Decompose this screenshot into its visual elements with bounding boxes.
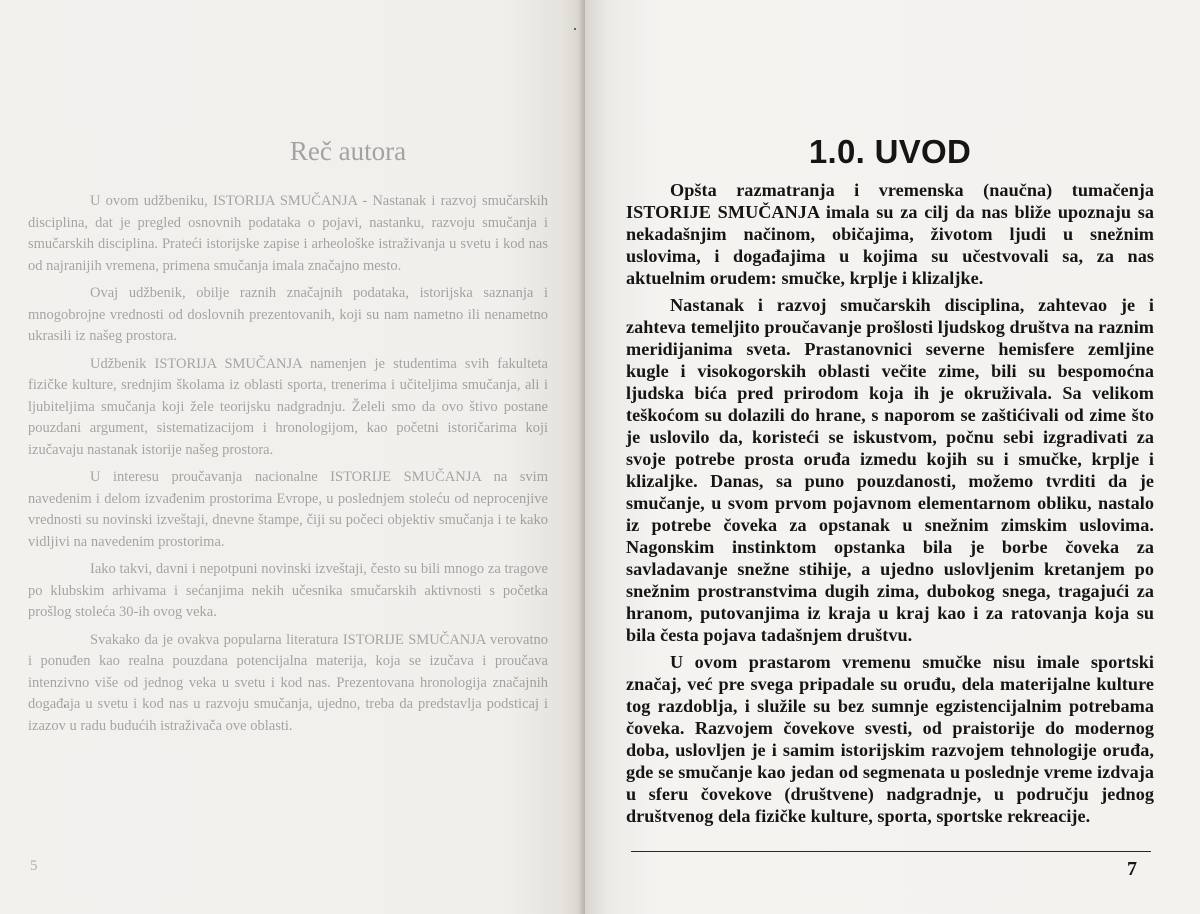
left-page-paragraph: Ovaj udžbenik, obilje raznih značajnih podataka, istorijska saznanja i mnogobrojne vrednosti od doslovnih prezentovanih, koji su nam nametno ili nenametno ukrasili iz našeg prostora.	[28, 285, 548, 344]
footer-rule	[631, 851, 1151, 852]
right-page-number: 7	[1127, 858, 1137, 880]
left-page-heading: Reč autora	[289, 136, 407, 166]
left-page	[0, 0, 585, 914]
chapter-paragraph: U ovom prastarom vremenu smučke nisu imale sportski značaj, već pre svega pripadale su oruđu, dela materijalne kulture tog razdoblja, i služile su bez sumnje egzistencijalnim potrebama čoveka. Razvojem čovekove svesti, od praistorije do modernog doba, uslovljen je i samim istorijskim razvojem tehnologije oruđa, gde se smučanje kao jedan od segmenata u poslednje vreme izdvaja u sferu čovekove (društvene) nadgradnje, u području jednog društvenog dela fizičke kulture, sporta, sportske rekreacije.	[626, 652, 1154, 826]
right-page-content	[626, 133, 1154, 832]
chapter-title: 1.0. UVOD	[808, 133, 972, 170]
scan-mark	[574, 28, 576, 30]
left-page-paragraph: Iako takvi, davni i nepotpuni novinski izveštaji, često su bili mnogo za tragove po klubskim arhivama i sećanjima nekih učesnika smučarskih aktivnosti s početka prošlog stoleća 30-ih ovog veka.	[28, 561, 548, 620]
left-page-paragraph: U interesu proučavanja nacionalne ISTORIJE SMUČANJA na svim navedenim i delom izvađenim prostorima Evrope, u poslednjem stoleću od neprocenjive vrednosti su novinski izveštaji, dnevne štampe, čiji su počeci objektiv smučanja i te kako vidljivi na navedenim prostorima.	[28, 469, 548, 550]
left-page-number: 5	[30, 858, 38, 874]
scan-mark	[64, 705, 66, 707]
chapter-paragraph: Opšta razmatranja i vremenska (naučna) tumačenja ISTORIJE SMUČANJA imala su za cilj da nas bliže upoznaju sa nekadašnjim načinom, običajima, životom ljudi u snežnim uslovima, i događajima u kojima su učestvovali sa, za nas aktuelnim orudem: smučke, krplje i klizaljke.	[626, 180, 1154, 288]
left-page-paragraph: Svakako da je ovakva popularna literatura ISTORIJE SMUČANJA verovatno i ponuđen kao realna pouzdana potencijalna materija, koja se izučava i proučava intenzivno više od jednog veka u svetu i kod nas. Prezentovana hronologija značajnih događaja u svetu i kod nas u razvoju smučanja, ujedno, treba da predstavlja podsticaj i izazov u radu budućih istraživača ove oblasti.	[28, 631, 548, 734]
left-page-paragraph: Udžbenik ISTORIJA SMUČANJA namenjen je studentima svih fakulteta fizičke kulture, srednjim školama iz oblasti sporta, trenerima i učiteljima smučanja, ali i ljubiteljima smučanja koji žele teorijsku nadgradnju. Želeli smo da ovo štivo postane pouzdani argument, sistematizacijom i hronologijom, kao početni istoričarima koji izučavaju nastanak istorije našeg prostora.	[28, 355, 548, 458]
chapter-paragraph: Nastanak i razvoj smučarskih disciplina, zahtevao je i zahteva temeljito proučavanje prošlosti ljudskog društva na raznim meridijanima sveta. Prastanovnici severne hemisfere zemljine kugle i visokogorskih oblasti večite zime, bili su bespomoćna ljudska bića pred prirodom koja ih je okruživala. Sa velikom teškoćom su dolazili do hrane, s naporom se zaštićivali od zime što je uslovilo da, koristeći se iskustvom, počnu sebi izgradivati za svoje potrebe prosta oruđa izmedu kojih su i smučke, krplje i klizaljke. Danas, sa puno pouzdanosti, možemo tvrditi da je smučanje, u svom prvom pojavnom elementarnom obliku, nastalo iz potrebe čoveka za opstanak u snežnim zimskim uslovima. Nagonskim instinktom opstanka bila je borbe čoveka za savladavanje snežne stihije, a ujedno uslovljenim kretanjem po snežnim prostranstvima dugih zima, dubokog snega, tragajući za hranom, putovanjima iz kraja u kraj kao i za ratovanja koja su bila česta pojava tadašnjem društvu.	[626, 295, 1154, 645]
right-page	[585, 0, 1200, 914]
left-page-content	[28, 120, 548, 743]
left-page-paragraph: U ovom udžbeniku, ISTORIJA SMUČANJA - Nastanak i razvoj smučarskih disciplina, dat je pregled osnovnih podataka o pojavi, nastanku, razvoju smučanja i smučarskih disciplina. Prateći istorijske zapise i arheološke istraživanja u svetu i kod nas od najranijih vremena, primena smučanja imala značajno mesto.	[28, 193, 548, 274]
